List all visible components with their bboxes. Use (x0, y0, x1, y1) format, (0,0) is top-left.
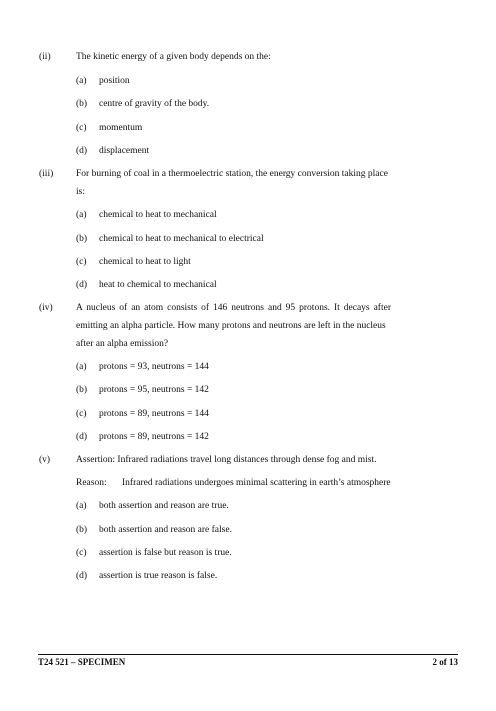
option-label: (c) (76, 257, 87, 267)
option-b (76, 385, 209, 395)
option-text: protons = 89, neutrons = 144 (99, 409, 209, 419)
footer-page-number: 2 of 13 (432, 657, 458, 667)
option-c (76, 409, 209, 419)
option-text: chemical to heat to light (99, 257, 191, 267)
option-d (76, 280, 217, 290)
option-d (76, 146, 149, 156)
option-a (76, 76, 130, 86)
option-label: (c) (76, 123, 87, 133)
option-c (76, 257, 191, 267)
option-text: protons = 95, neutrons = 142 (99, 385, 209, 395)
option-d (76, 571, 217, 581)
option-text: centre of gravity of the body. (99, 99, 210, 109)
option-text: assertion is false but reason is true. (99, 548, 232, 558)
option-text: position (99, 76, 130, 86)
option-d (76, 432, 209, 442)
question-number: (iv) (39, 303, 53, 313)
option-a (76, 362, 209, 372)
option-label: (b) (76, 385, 88, 395)
option-b (76, 234, 264, 244)
question-number: (ii) (39, 52, 51, 62)
question-text-line-3: after an alpha emission? (76, 339, 169, 349)
option-label: (d) (76, 280, 88, 290)
option-label: (d) (76, 571, 88, 581)
footer-paper-code: T24 521 – SPECIMEN (38, 657, 126, 667)
option-label: (b) (76, 525, 88, 535)
option-label: (c) (76, 548, 87, 558)
option-text: momentum (99, 123, 143, 133)
question-number: (v) (39, 455, 51, 465)
option-text: chemical to heat to mechanical (99, 210, 217, 220)
option-text: chemical to heat to mechanical to electrical (99, 234, 264, 244)
option-label: (a) (76, 362, 87, 372)
question-text: The kinetic energy of a given body depends on the: (76, 52, 271, 62)
option-label: (d) (76, 432, 88, 442)
option-text: both assertion and reason are false. (99, 525, 232, 535)
question-text-line-2: is: (76, 187, 85, 197)
option-a (76, 210, 217, 220)
option-text: protons = 93, neutrons = 144 (99, 362, 209, 372)
option-b (76, 525, 232, 535)
option-label: (d) (76, 146, 88, 156)
option-text: protons = 89, neutrons = 142 (99, 432, 209, 442)
option-label: (a) (76, 501, 87, 511)
option-text: heat to chemical to mechanical (99, 280, 217, 290)
option-label: (b) (76, 99, 88, 109)
question-text-line-1: For burning of coal in a thermoelectric station, the energy conversion taking place (76, 169, 388, 179)
question-text-line-1: A nucleus of an atom consists of 146 neutrons and 95 protons. It decays after (76, 303, 391, 313)
option-label: (c) (76, 409, 87, 419)
option-label: (b) (76, 234, 88, 244)
option-b (76, 99, 209, 109)
option-c (76, 548, 232, 558)
option-c (76, 123, 142, 133)
reason-label: Reason: (76, 478, 107, 488)
option-text: assertion is true reason is false. (99, 571, 218, 581)
option-label: (a) (76, 76, 87, 86)
question-number: (iii) (39, 169, 54, 179)
question-text-line-2: emitting an alpha particle. How many protons and neutrons are left in the nucleus (76, 321, 386, 331)
option-text: displacement (99, 146, 150, 156)
option-a (76, 501, 229, 511)
footer-divider (38, 654, 458, 655)
option-label: (a) (76, 210, 87, 220)
assertion-text: Assertion: Infrared radiations travel long distances through dense fog and mist. (76, 455, 377, 465)
reason-text: Infrared radiations undergoes minimal scattering in earth’s atmosphere (122, 478, 391, 488)
option-text: both assertion and reason are true. (99, 501, 229, 511)
